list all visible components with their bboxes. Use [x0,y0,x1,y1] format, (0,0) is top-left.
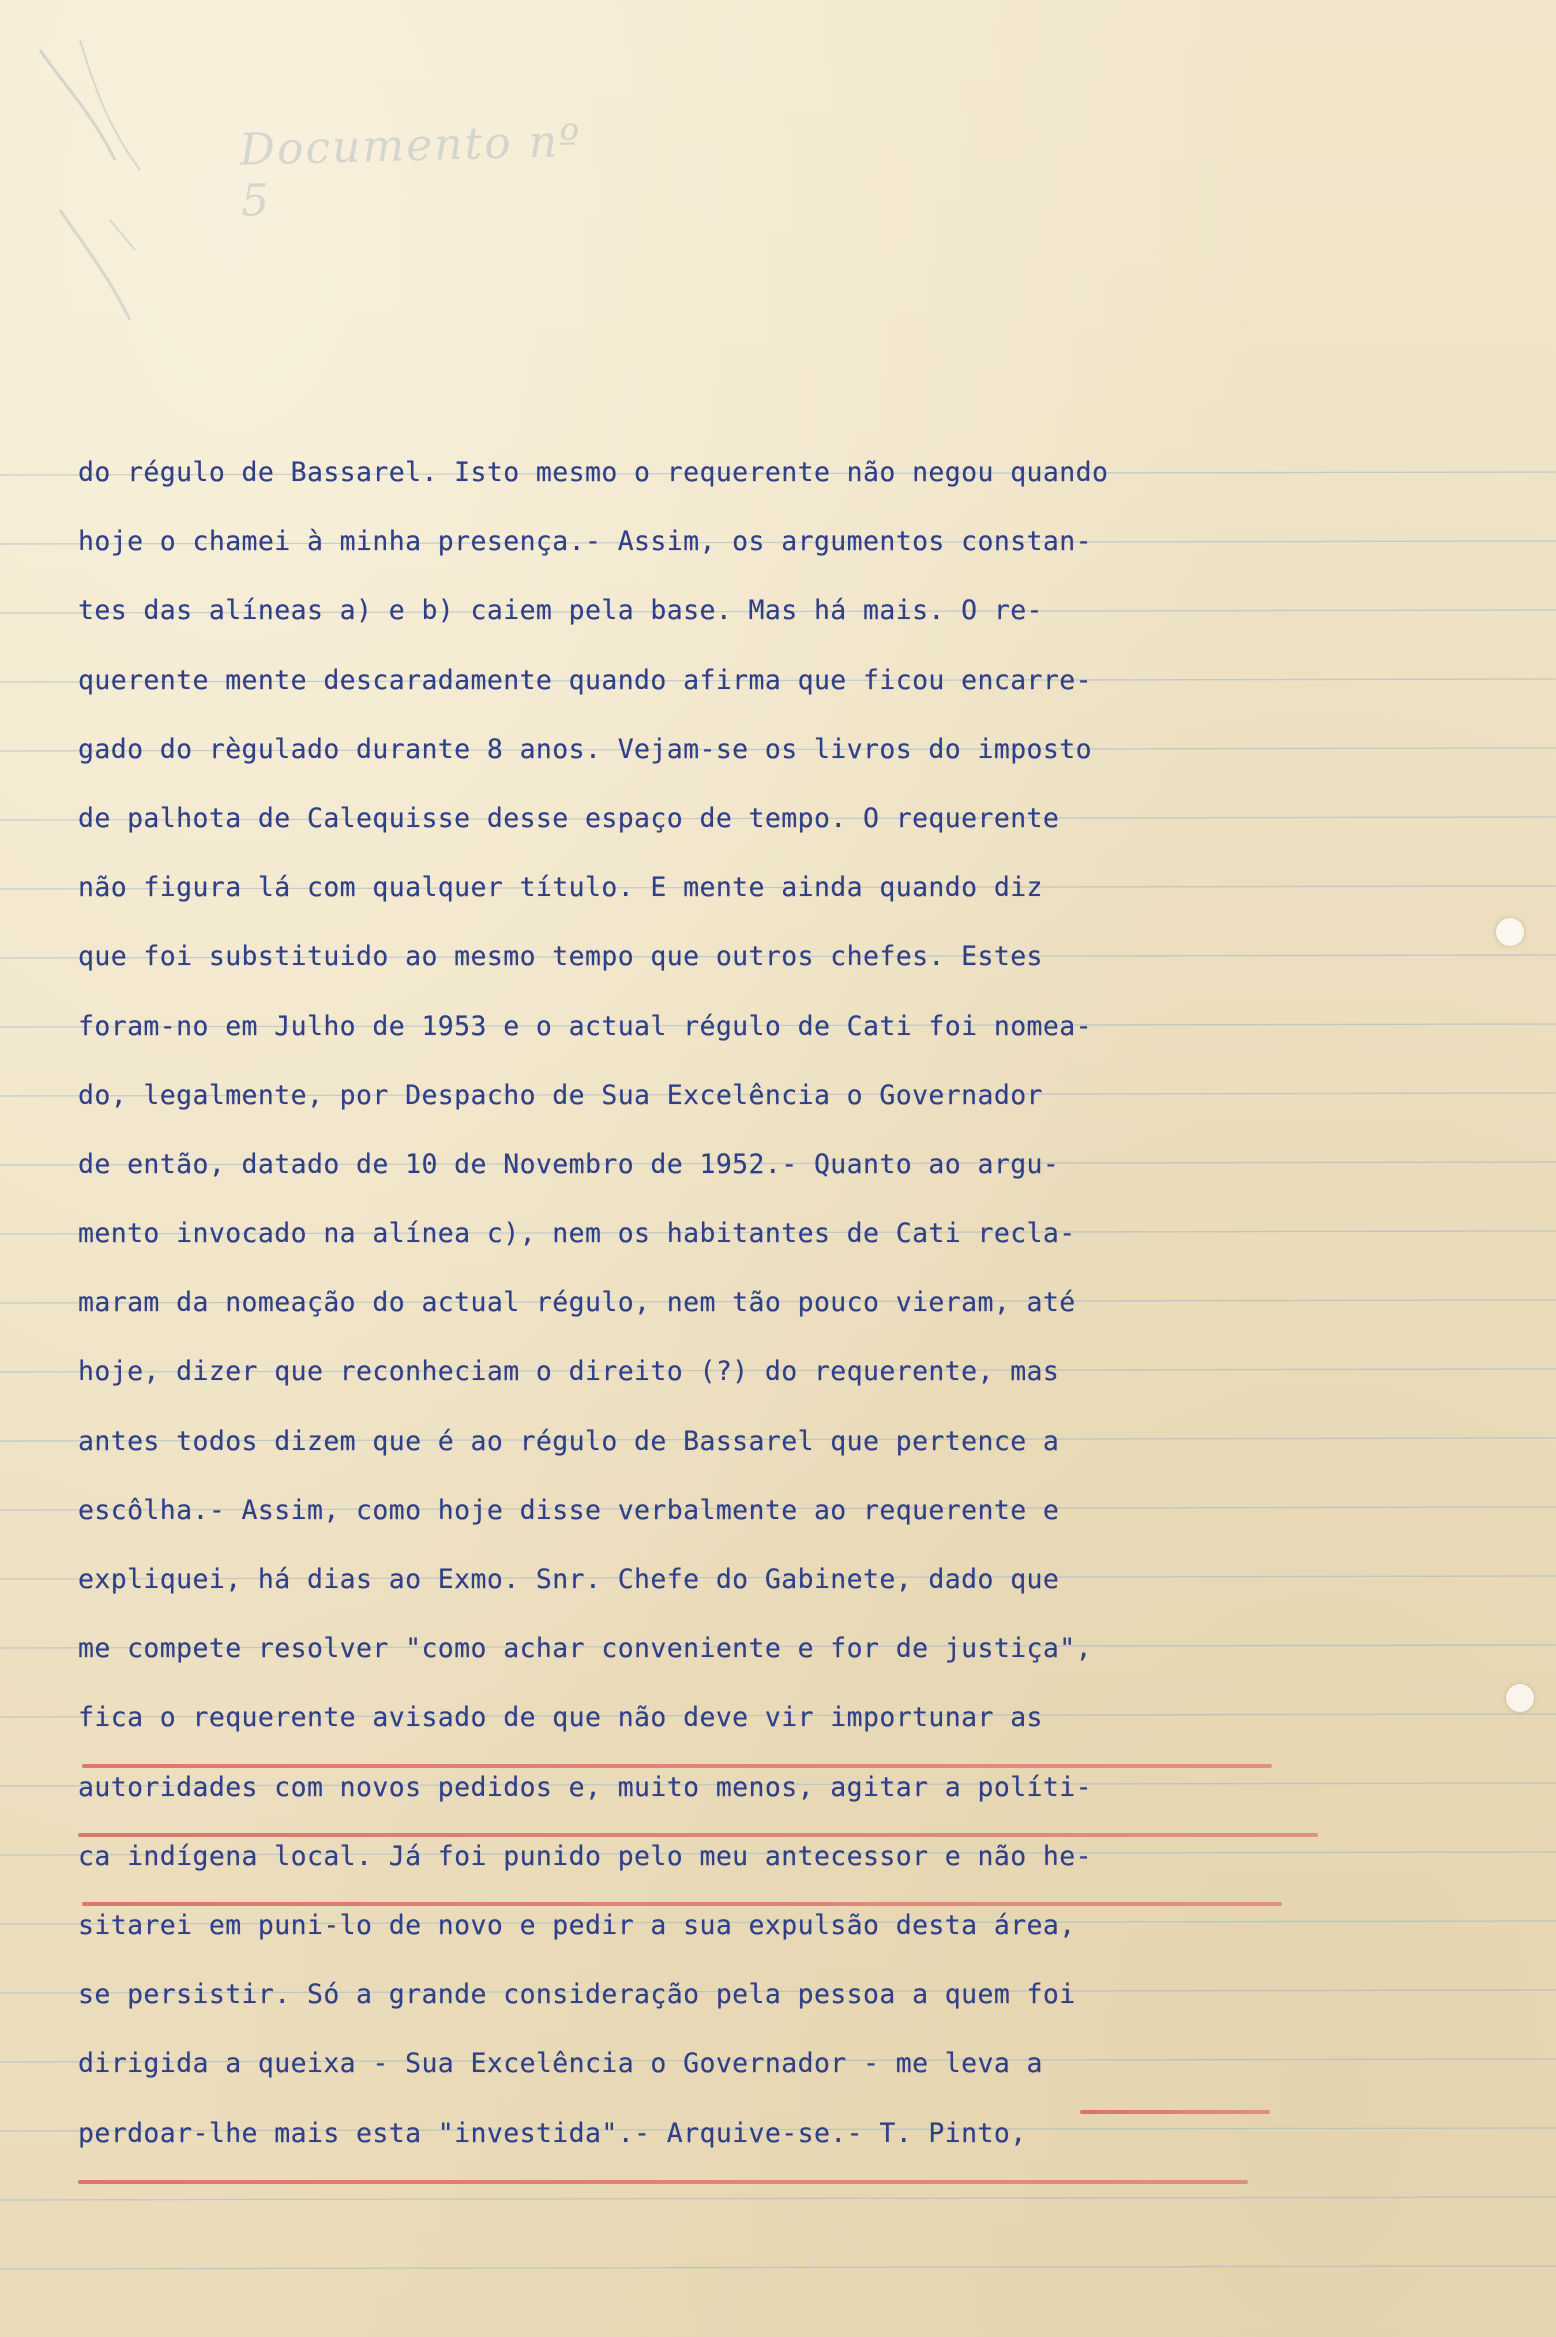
text-line: me compete resolver "como achar conveniente e for de justiça", [78,1633,1092,1665]
text-line: sitarei em puni-lo de novo e pedir a sua expulsão desta área, [78,1909,1076,1941]
header-annotation-text: Documento nº 5 [239,115,583,227]
text-line: não figura lá com qualquer título. E mente ainda quando diz [78,872,1043,904]
text-line: hoje, dizer que reconheciam o direito (?) do requerente, mas [78,1356,1060,1388]
text-line: querente mente descaradamente quando afirma que ficou encarre- [78,664,1092,696]
text-line: escôlha.- Assim, como hoje disse verbalmente ao requerente e [78,1494,1060,1526]
red-underline-mark [82,1902,1282,1906]
text-line: mento invocado na alínea c), nem os habitantes de Cati recla- [78,1218,1076,1250]
text-line: antes todos dizem que é ao régulo de Bassarel que pertence a [78,1425,1060,1457]
pencil-margin-marks [20,20,200,340]
text-line: foram-no em Julho de 1953 e o actual régulo de Cati foi nomea- [78,1010,1092,1042]
typed-letter-body [78,438,1338,2168]
text-line: tes das alíneas a) e b) caiem pela base. Mas há mais. O re- [78,595,1043,627]
text-line: fica o requerente avisado de que não deve vir importunar as [78,1702,1043,1734]
text-line: gado do règulado durante 8 anos. Vejam-se os livros do imposto [78,733,1092,765]
text-line: hoje o chamei à minha presença.- Assim, os argumentos constan- [78,526,1092,558]
red-underline-mark [78,1833,1318,1837]
text-line: perdoar-lhe mais esta "investida".- Arquive-se.- T. Pinto, [78,2117,1027,2149]
text-line: do régulo de Bassarel. Isto mesmo o requerente não negou quando [78,457,1109,488]
text-line: maram da nomeação do actual régulo, nem tão pouco vieram, até [78,1287,1076,1319]
text-line: que foi substituido ao mesmo tempo que outros chefes. Estes [78,941,1043,973]
text-line: dirigida a queixa - Sua Excelência o Governador - me leva a [78,2048,1043,2080]
paper-hole-mark [1496,918,1524,946]
text-line: de palhota de Calequisse desse espaço de tempo. O requerente [78,802,1060,834]
red-underline-mark [1080,2110,1270,2114]
paper-hole-mark [1506,1684,1534,1712]
text-line: do, legalmente, por Despacho de Sua Excelência o Governador [78,1079,1043,1111]
red-underline-mark [82,1764,1272,1768]
text-line: se persistir. Só a grande consideração pela pessoa a quem foi [78,1979,1076,2011]
text-line: ca indígena local. Já foi punido pelo meu antecessor e não he- [78,1840,1092,1872]
text-line: autoridades com novos pedidos e, muito menos, agitar a políti- [78,1771,1092,1803]
red-underline-mark [78,2180,1248,2184]
pencil-header-annotation [239,115,601,227]
text-line: expliquei, há dias ao Exmo. Snr. Chefe do Gabinete, dado que [78,1564,1060,1595]
text-line: de então, datado de 10 de Novembro de 1952.- Quanto ao argu- [78,1148,1060,1180]
